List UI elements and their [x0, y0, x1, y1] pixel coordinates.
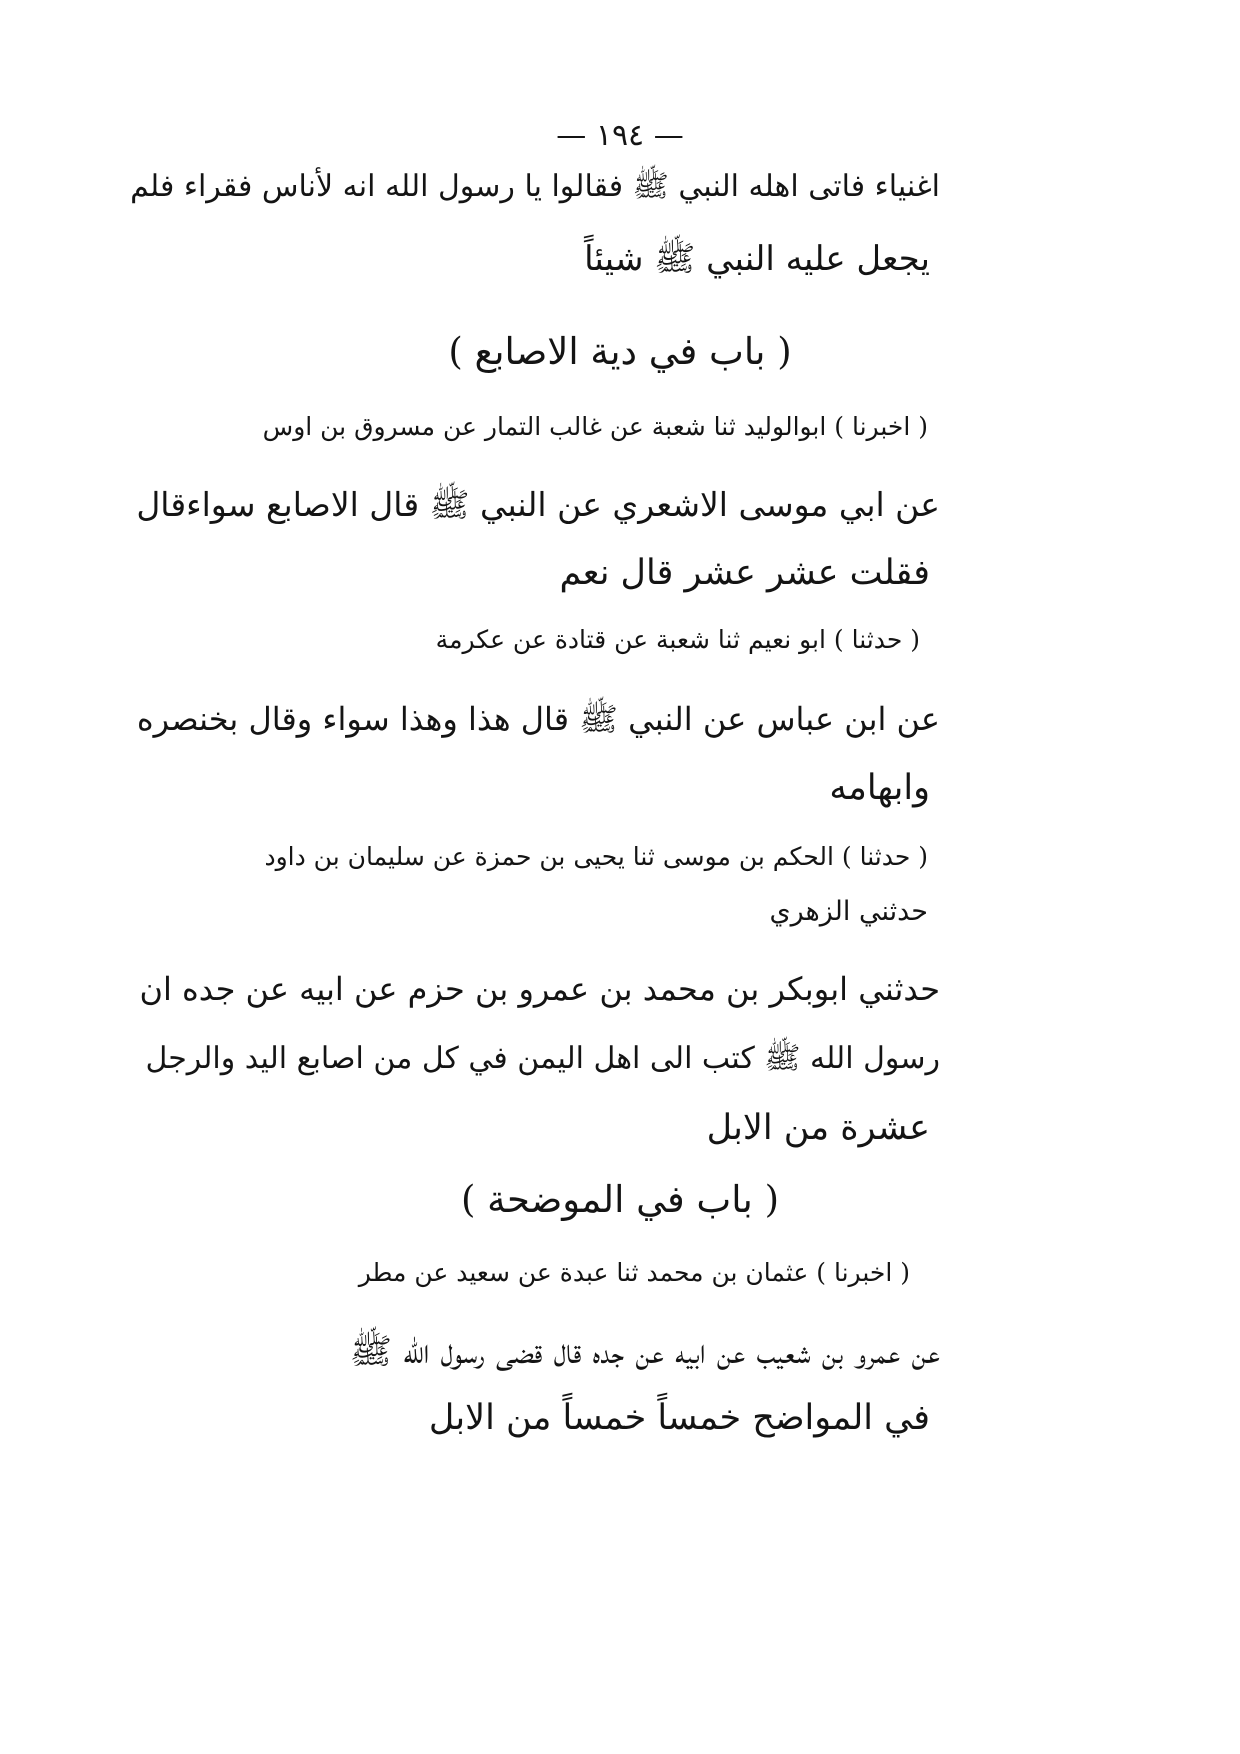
hadith-isnad: ( اخبرنا ) ابوالوليد ثنا شعبة عن غالب التمار عن مسروق بن اوس [262, 412, 928, 441]
hadith-matn-line: رسول الله ﷺ كتب الى اهل اليمن في كل من اصابع اليد والرجل [145, 1041, 940, 1076]
hadith-matn-line: عن ابن عباس عن النبي ﷺ قال هذا وهذا سواء وقال بخنصره [136, 700, 940, 738]
hadith-isnad: ( اخبرنا ) عثمان بن محمد ثنا عبدة عن سعيد عن مطر [358, 1258, 910, 1287]
continuation-line-1: اغنياء فاتى اهله النبي ﷺ فقالوا يا رسول الله انه لأناس فقراء فلم [130, 169, 940, 204]
chapter-heading: ( باب في الموضحة ) [460, 1178, 780, 1221]
hadith-matn-line: في المواضح خمساً خمساً من الابل [428, 1398, 930, 1438]
page-number: — ١٩٤ — [556, 118, 684, 153]
continuation-line-2: يجعل عليه النبي ﷺ شيئاً [584, 239, 930, 279]
hadith-matn-line: عشرة من الابل [706, 1108, 930, 1148]
hadith-matn-line: فقلت عشر عشر قال نعم [559, 553, 930, 593]
chapter-heading: ( باب في دية الاصابع ) [448, 330, 792, 373]
hadith-matn-line: حدثني ابوبكر بن محمد بن عمرو بن حزم عن ابيه عن جده ان [139, 970, 940, 1008]
hadith-matn-line: عن ابي موسى الاشعري عن النبي ﷺ قال الاصابع سواءقال [136, 485, 940, 524]
hadith-isnad: ( حدثنا ) الحكم بن موسى ثنا يحيى بن حمزة عن سليمان بن داود [264, 842, 928, 871]
hadith-matn-line: عن عمرو بن شعيب عن ابيه عن جده قال قضى رسول الله ﷺ [349, 1332, 940, 1372]
hadith-isnad: حدثني الزهري [769, 896, 928, 927]
hadith-matn-line: وابهامه [829, 768, 930, 808]
hadith-isnad: ( حدثنا ) ابو نعيم ثنا شعبة عن قتادة عن عكرمة [435, 625, 920, 654]
